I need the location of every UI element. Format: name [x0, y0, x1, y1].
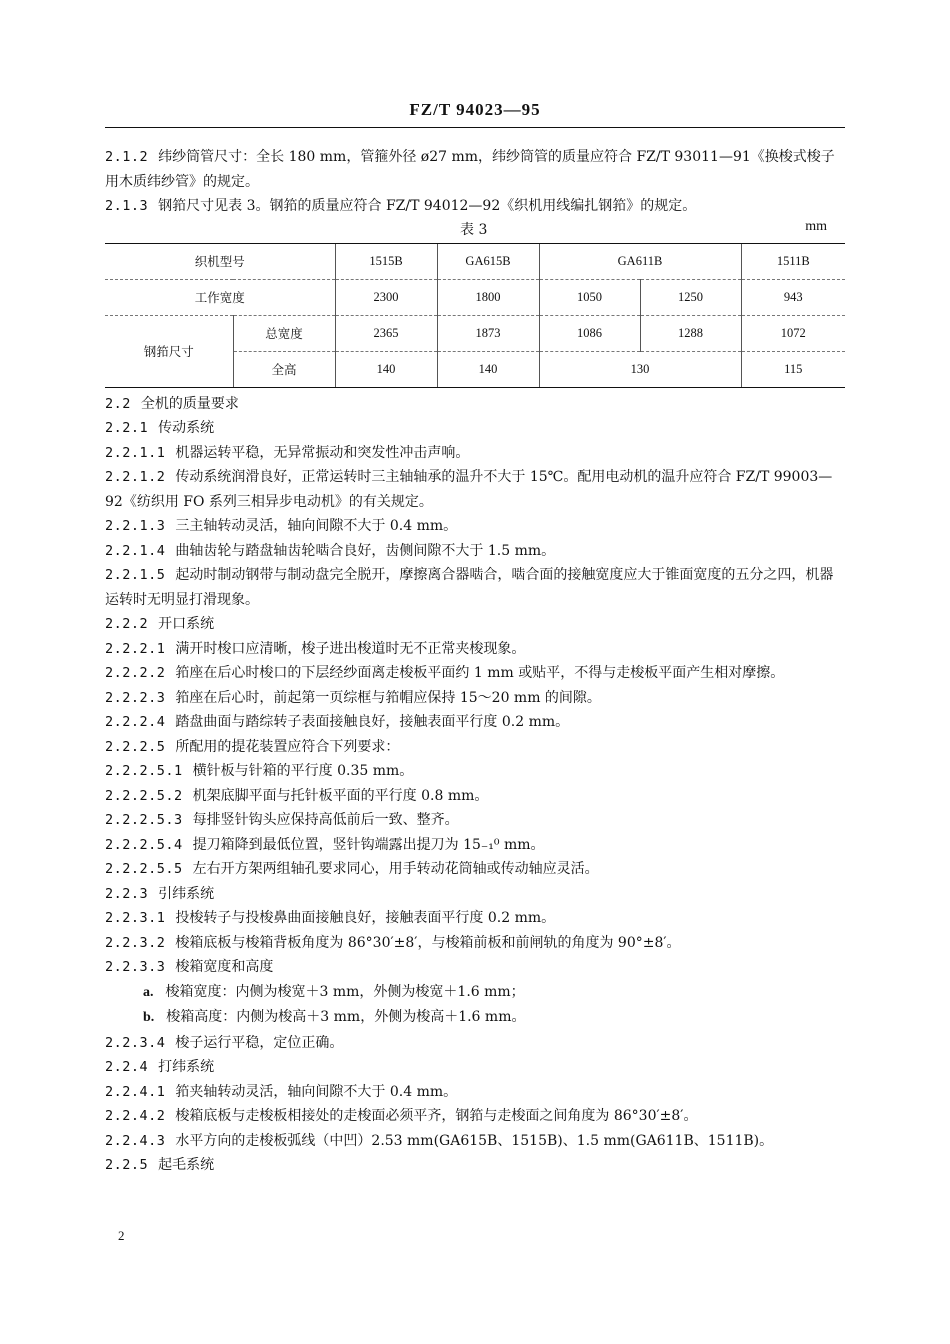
reed-size-table: [105, 243, 845, 388]
clause-text: 钢筘尺寸见表 3。钢筘的质量应符合 FZ/T 94012—92《织机用线编扎钢筘》的规定。: [158, 198, 697, 214]
table-cell: 1086: [539, 315, 640, 351]
clause-text: 机架底脚平面与托针板平面的平行度 0.8 mm。: [192, 787, 489, 804]
clause-text: 纬纱筒管尺寸：全长 180 mm，管箍外径 ø27 mm，纬纱筒管的质量应符合 FZ/T 93011—91《换梭式梭子用木质纬纱管》的规定。: [105, 149, 835, 190]
clause-text: 提刀箱降到最低位置，竖针钩端露出提刀为 15₋₁⁰ mm。: [192, 836, 545, 853]
clause-number: 2.2.4.1: [105, 1083, 166, 1100]
clause-text: 横针板与针箱的平行度 0.35 mm。: [192, 763, 414, 779]
clause-number: 2.2.1.5: [105, 567, 166, 583]
list-item: [105, 1005, 845, 1031]
clause-text: 起动时制动钢带与制动盘完全脱开，摩擦离合器啮合，啮合面的接触宽度应大于锥面宽度的五分之四，机器运转时无明显打滑现象。: [105, 567, 834, 608]
clause-text: 打纬系统: [158, 1059, 215, 1075]
clause-number: 2.2.1.2: [105, 469, 166, 485]
clause: [105, 759, 845, 784]
clause-text: 传动系统润滑良好，正常运转时三主轴轴承的温升不大于 15℃。配用电动机的温升应符合 FZ/T 99003—92《纺织用 FO 系列三相异步电动机》的有关规定。: [105, 469, 833, 510]
clause-number: 2.2.3.2: [105, 934, 166, 951]
clause: [105, 441, 845, 466]
table-caption-row: [105, 219, 845, 241]
clause-text: 梭子运行平稳，定位正确。: [175, 1034, 344, 1051]
clause-text: 筘座在后心时梭口的下层经纱面离走梭板平面约 1 mm 或贴平，不得与走梭板平面产生相对摩擦。: [175, 665, 785, 681]
clause: [105, 906, 845, 931]
clause: [105, 465, 845, 514]
clause: [105, 1031, 845, 1056]
clause-number: 2.2.1.3: [105, 518, 166, 534]
clause-text: 每排竖针钩头应保持高低前后一致、整齐。: [192, 812, 459, 828]
table-cell: 1800: [437, 279, 539, 315]
clause: [105, 784, 845, 809]
clause-text: 梭箱底板与走梭板相接处的走梭面必须平齐，钢筘与走梭面之间角度为 86°30′±8′。: [175, 1108, 698, 1124]
clause-number: 2.2.2.4: [105, 714, 166, 730]
clause-number: 2.2.2.5: [105, 738, 166, 755]
clause: [105, 955, 845, 980]
clause-number: 2.2.2.1: [105, 640, 166, 657]
clause: [105, 1055, 845, 1080]
clause-text: 左右开方架两组轴孔要求同心，用手转动花筒轴或传动轴应灵活。: [192, 861, 599, 877]
clause-text: 梭箱底板与梭箱背板角度为 86°30′±8′，与梭箱前板和前闸轨的角度为 90°±8′。: [175, 934, 681, 951]
table-cell: 织机型号: [105, 243, 335, 279]
table-cell: 140: [335, 351, 437, 387]
table-cell: GA615B: [437, 243, 539, 279]
document-body: [105, 145, 845, 1178]
table-cell: 1873: [437, 315, 539, 351]
table-caption: 表 3: [460, 221, 488, 238]
clause-number: 2.2.1.1: [105, 444, 166, 461]
table-cell: 1515B: [335, 243, 437, 279]
clause: [105, 563, 845, 612]
clause: [105, 539, 845, 564]
table-cell: 1250: [640, 279, 741, 315]
clause: [105, 686, 845, 711]
clause-number: 2.2: [105, 395, 131, 412]
clause-text: 起毛系统: [158, 1157, 215, 1173]
clauses-section-b: [105, 1031, 845, 1178]
table-cell: 1050: [539, 279, 640, 315]
clause-text: 筘座在后心时，前起第一页综框与筘帽应保持 15～20 mm 的间隙。: [175, 689, 601, 706]
clause-number: 2.2.2: [105, 616, 149, 632]
clause-number: 2.2.2.5.5: [105, 861, 183, 877]
table-cell: 1511B: [741, 243, 845, 279]
list-item: [105, 980, 845, 1006]
table-cell: 140: [437, 351, 539, 387]
list-item-text: 梭箱高度：内侧为梭高＋3 mm，外侧为梭高＋1.6 mm。: [166, 1009, 526, 1025]
clause-text: 引纬系统: [158, 885, 215, 902]
clause-number: 2.2.1: [105, 420, 149, 436]
clause-text: 水平方向的走梭板弧线（中凹）2.53 mm(GA615B、1515B)、1.5 mm(GA611B、1511B)。: [175, 1132, 774, 1149]
clause: [105, 1153, 845, 1178]
table-cell: 全高: [233, 351, 335, 387]
clause-number: 2.2.2.2: [105, 665, 166, 681]
clause-text: 机器运转平稳，无异常振动和突发性冲击声响。: [175, 444, 470, 461]
clause: [105, 735, 845, 760]
clause: [105, 833, 845, 858]
clause-number: 2.2.2.3: [105, 689, 166, 706]
table-cell: 130: [539, 351, 741, 387]
clause-text: 筘夹轴转动灵活，轴向间隙不大于 0.4 mm。: [175, 1083, 458, 1100]
clause-text: 三主轴转动灵活，轴向间隙不大于 0.4 mm。: [175, 518, 458, 534]
clause-number: 2.2.2.5.4: [105, 836, 183, 853]
clause: [105, 514, 845, 539]
table-cell: 2365: [335, 315, 437, 351]
document-code-header: FZ/T 94023—95: [409, 100, 541, 119]
clause-number: 2.1.3: [105, 198, 149, 214]
table-cell: 1072: [741, 315, 845, 351]
clauses-section-a: [105, 392, 845, 980]
page-number: 2: [118, 1228, 125, 1243]
clause: [105, 661, 845, 686]
table-row: [105, 315, 845, 351]
table-cell: 943: [741, 279, 845, 315]
clause-2-1-2: [105, 145, 845, 194]
list-item-text: 梭箱宽度：内侧为梭宽＋3 mm，外侧为梭宽＋1.6 mm；: [165, 983, 525, 1000]
clause: [105, 1104, 845, 1129]
clause-text: 投梭转子与投梭鼻曲面接触良好，接触表面平行度 0.2 mm。: [175, 910, 556, 926]
clause-number: 2.2.3.3: [105, 959, 166, 975]
list-item-label: b.: [143, 1010, 155, 1025]
clause-text: 曲轴齿轮与踏盘轴齿轮啮合良好，齿侧间隙不大于 1.5 mm。: [175, 542, 556, 559]
clause-number: 2.2.2.5.3: [105, 812, 183, 828]
table-cell: 工作宽度: [105, 279, 335, 315]
clause-text: 传动系统: [158, 420, 215, 436]
clause: [105, 637, 845, 662]
clause-number: 2.2.4: [105, 1059, 149, 1075]
clause-number: 2.2.1.4: [105, 542, 166, 559]
table-cell: 2300: [335, 279, 437, 315]
clause-text: 梭箱宽度和高度: [175, 959, 274, 975]
clause-subitems: [105, 980, 845, 1031]
list-item-label: a.: [143, 984, 154, 1000]
clause-number: 2.2.3: [105, 885, 149, 902]
clause-number: 2.2.2.5.2: [105, 787, 183, 804]
clause-number: 2.2.5: [105, 1157, 149, 1173]
clause: [105, 612, 845, 637]
clause-number: 2.2.2.5.1: [105, 763, 183, 779]
clause-text: 所配用的提花装置应符合下列要求：: [175, 738, 400, 755]
clause-number: 2.2.4.3: [105, 1132, 166, 1149]
clause-text: 踏盘曲面与踏综转子表面接触良好，接触表面平行度 0.2 mm。: [175, 714, 570, 730]
clause-2-1-3: [105, 194, 845, 219]
clause: [105, 416, 845, 441]
clause-number: 2.2.3.1: [105, 910, 166, 926]
clause-number: 2.2.3.4: [105, 1034, 166, 1051]
clause-text: 满开时梭口应清晰，梭子进出梭道时无不正常夹梭现象。: [175, 640, 526, 657]
clause: [105, 1129, 845, 1154]
clause-number: 2.2.4.2: [105, 1108, 166, 1124]
clause: [105, 931, 845, 956]
clause: [105, 808, 845, 833]
table-cell: 钢筘尺寸: [105, 315, 233, 387]
clause-text: 全机的质量要求: [140, 395, 239, 412]
table-cell: GA611B: [539, 243, 741, 279]
table-cell: 115: [741, 351, 845, 387]
table-row: [105, 279, 845, 315]
clause: [105, 1080, 845, 1105]
table-row: [105, 243, 845, 279]
clause: [105, 392, 845, 417]
clause: [105, 710, 845, 735]
header-rule: [105, 127, 845, 128]
clause-number: 2.1.2: [105, 149, 149, 165]
clause-text: 开口系统: [158, 616, 215, 632]
clause: [105, 857, 845, 882]
table-cell: 总宽度: [233, 315, 335, 351]
clause: [105, 882, 845, 907]
table-unit: mm: [805, 218, 827, 234]
table-cell: 1288: [640, 315, 741, 351]
